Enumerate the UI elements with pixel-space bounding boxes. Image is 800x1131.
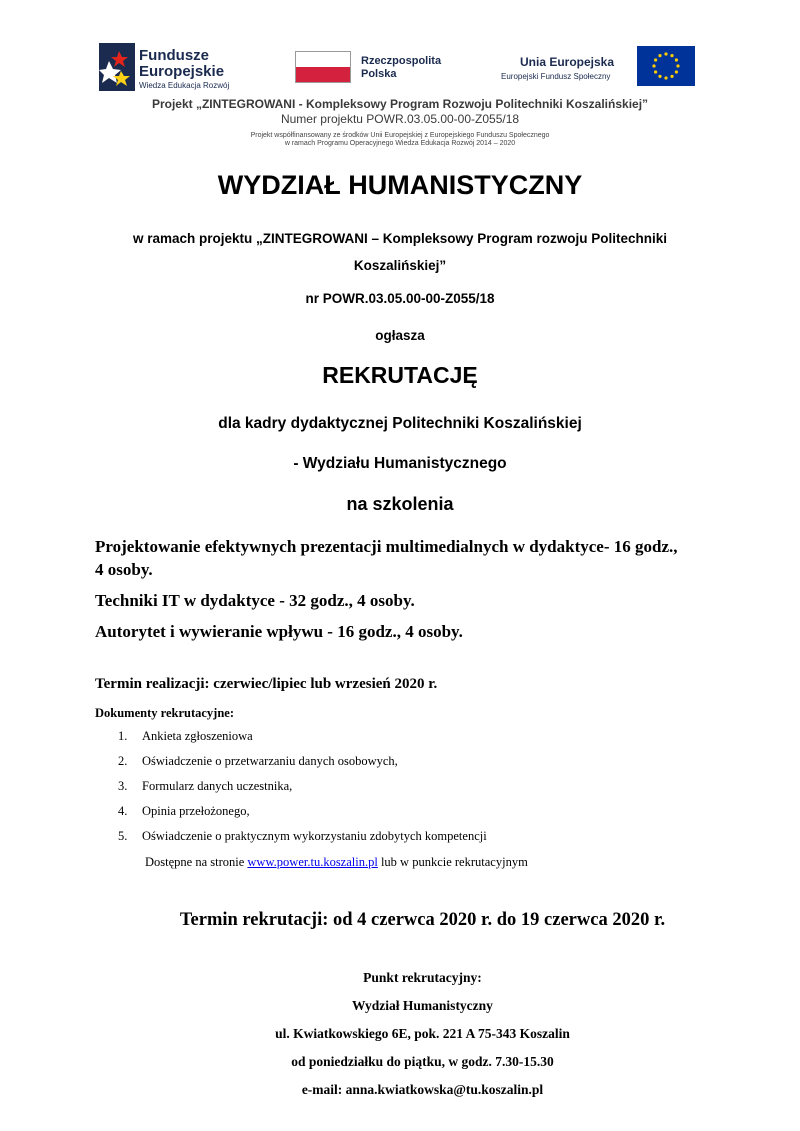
list-item xyxy=(118,829,487,844)
cofinancing-line1: Projekt współfinansowany ze środków Unii Europejskiej z Europejskiego Funduszu Społecznego xyxy=(250,132,550,139)
list-item-text: Ankieta zgłoszeniowa xyxy=(142,729,253,743)
project-line: Projekt „ZINTEGROWANI - Kompleksowy Program Rozwoju Politechniki Koszalińskiej” xyxy=(151,97,649,111)
logo-header xyxy=(95,33,705,155)
contact-email: e-mail: anna.kwiatkowska@tu.koszalin.pl xyxy=(301,1082,544,1097)
recruitment-point-title: Punkt rekrutacyjny: xyxy=(363,970,482,985)
list-item xyxy=(118,804,250,819)
ue-logo-line2: Europejski Fundusz Społeczny xyxy=(501,72,611,81)
list-item-number: 4. xyxy=(118,804,128,818)
eu-flag-icon xyxy=(637,46,695,86)
training-1-line1: Projektowanie efektywnych prezentacji multimedialnych w dydaktyce- 16 godz., xyxy=(95,537,678,556)
documents-title: Dokumenty rekrutacyjne: xyxy=(95,706,234,720)
fe-logo-line3: Wiedza Edukacja Rozwój xyxy=(139,81,230,90)
fe-logo-line1: Fundusze xyxy=(139,47,209,64)
power-website-link[interactable]: www.power.tu.koszalin.pl xyxy=(247,855,378,869)
for-staff-text: dla kadry dydaktycznej Politechniki Koszalińskiej xyxy=(218,415,582,432)
training-1-line2: 4 osoby. xyxy=(95,560,153,579)
contact-faculty: Wydział Humanistyczny xyxy=(352,998,493,1013)
list-item-text: Formularz danych uczestnika, xyxy=(142,779,293,793)
contact-address: ul. Kwiatkowskiego 6E, pok. 221 A 75-343 Koszalin xyxy=(275,1026,570,1041)
implementation-term: Termin realizacji: czerwiec/lipiec lub wrzesień 2020 r. xyxy=(95,676,438,692)
polish-flag-icon xyxy=(295,51,351,83)
availability-suffix: lub w punkcie rekrutacyjnym xyxy=(377,855,528,869)
list-item-number: 1. xyxy=(118,729,128,743)
faculty-title: WYDZIAŁ HUMANISTYCZNY xyxy=(217,170,583,200)
project-nr: nr POWR.03.05.00-00-Z055/18 xyxy=(305,291,495,306)
intro-line1: w ramach projektu „ZINTEGROWANI – Kompleksowy Program rozwoju Politechniki xyxy=(132,231,668,246)
ue-logo-line1: Unia Europejska xyxy=(520,55,615,69)
announces-text: ogłasza xyxy=(375,328,425,343)
list-item-text: Oświadczenie o praktycznym wykorzystaniu zdobytych kompetencji xyxy=(142,829,487,843)
availability-prefix: Dostępne na stronie xyxy=(145,855,248,869)
list-item xyxy=(118,729,253,744)
list-item-text: Opinia przełożonego, xyxy=(142,804,250,818)
fe-logo-line2: Europejskie xyxy=(139,63,225,80)
list-item-number: 2. xyxy=(118,754,128,768)
for-faculty-text: - Wydziału Humanistycznego xyxy=(293,455,507,472)
project-number: Numer projektu POWR.03.05.00-00-Z055/18 xyxy=(280,112,520,126)
recruitment-heading: REKRUTACJĘ xyxy=(322,362,478,388)
trainings-heading: na szkolenia xyxy=(346,494,454,514)
training-3: Autorytet i wywieranie wpływu - 16 godz., 4 osoby. xyxy=(95,622,463,641)
list-item-text: Oświadczenie o przetwarzaniu danych osobowych, xyxy=(142,754,398,768)
contact-hours: od poniedziałku do piątku, w godz. 7.30-15.30 xyxy=(291,1054,554,1069)
training-2: Techniki IT w dydaktyce - 32 godz., 4 osoby. xyxy=(95,591,415,610)
fundusze-europejskie-logo-icon xyxy=(99,43,135,91)
list-item-number: 5. xyxy=(118,829,128,843)
cofinancing-line2: w ramach Programu Operacyjnego Wiedza Edukacja Rozwój 2014 – 2020 xyxy=(284,140,516,147)
list-item xyxy=(118,754,398,769)
rp-logo-line1: Rzeczpospolita xyxy=(361,55,442,67)
recruitment-term: Termin rekrutacji: od 4 czerwca 2020 r. do 19 czerwca 2020 r. xyxy=(179,910,666,930)
availability-note xyxy=(145,855,528,870)
intro-line2: Koszalińskiej” xyxy=(353,258,447,273)
rp-logo-line2: Polska xyxy=(361,68,397,80)
list-item-number: 3. xyxy=(118,779,128,793)
list-item xyxy=(118,779,292,794)
